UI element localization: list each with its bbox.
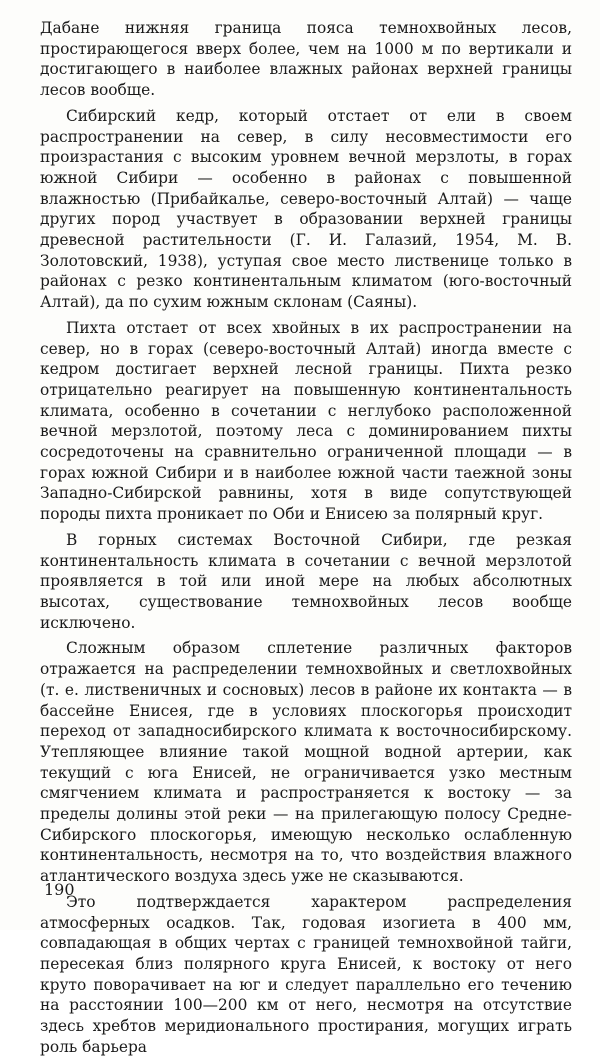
paragraph-3: Пихта отстает от всех хвойных в их распространении на север, но в горах (северо-восточный Алтай) иногда вместе с кедром достигает верхней лесной границы. Пихта резко отрицательно реагирует на повышенную континентальность климата, особенно в сочетании с неглубоко расположенной вечной мерзлотой, поэтому леса с доминированием пихты сосредоточены на сравнительно ограниченной площади — в горах южной Сибири и в наиболее южной части таежной зоны Западно-Сибирской равнины, хотя в виде сопутствующей породы пихта проникает по Оби и Енисею за полярный круг. (40, 318, 572, 524)
page-number: 190 (44, 880, 75, 899)
paragraph-5: Сложным образом сплетение различных факторов отражается на распределении темнохвойных и светлохвойных (т. е. лиственичных и сосновых) лесов в районе их контакта — в бассейне Енисея, где в условиях плоскогорья происходит переход от западносибирского климата к восточносибирскому. Утепляющее влияние такой мощной водной артерии, как текущий с юга Енисей, не ограничивается узко местным смягчением климата и распространяется к востоку — за пределы долины этой реки — на прилегающую полосу Средне-Сибирского плоскогорья, имеющую несколько ослабленную континентальность, несмотря на то, что воздействия влажного атлантического воздуха здесь уже не сказываются. (40, 639, 572, 886)
paragraph-4: В горных системах Восточной Сибири, где резкая континентальность климата в сочетании с вечной мерзлотой проявляется в той или иной мере на любых абсолютных высотах, существование темнохвойных лесов вообще исключено. (40, 530, 572, 632)
body-text (40, 18, 572, 1062)
paragraph-2: Сибирский кедр, который отстает от ели в своем распространении на север, в силу несовместимости его произрастания с высоким уровнем вечной мерзлоты, в горах южной Сибири — особенно в районах с повышенной влажностью (Прибайкалье, северо-восточный Алтай) — чаще других пород участвует в образовании верхней границы древесной растительности (Г. И. Галазий, 1954, М. В. Золотовский, 1938), уступая свое место лиственице только в районах с резко континентальным климатом (юго-восточный Алтай), да по сухим южным склонам (Саяны). (40, 106, 572, 312)
paragraph-1: Дабане нижняя граница пояса темнохвойных лесов, простирающегося вверх более, чем на 1000 м по вертикали и достигающего в наиболее влажных районах верхней границы лесов вообще. (40, 19, 572, 100)
paragraph-6: Это подтверждается характером распределения атмосферных осадков. Так, годовая изогиета в 400 мм, совпадающая в общих чертах с границей темнохвойной тайги, пересекая близ полярного круга Енисей, к востоку от него круто поворачивает на юг и следует параллельно его течению на расстоянии 100—200 км от него, несмотря на отсутствие здесь хребтов меридионального простирания, могущих играть роль барьера (40, 892, 572, 1056)
